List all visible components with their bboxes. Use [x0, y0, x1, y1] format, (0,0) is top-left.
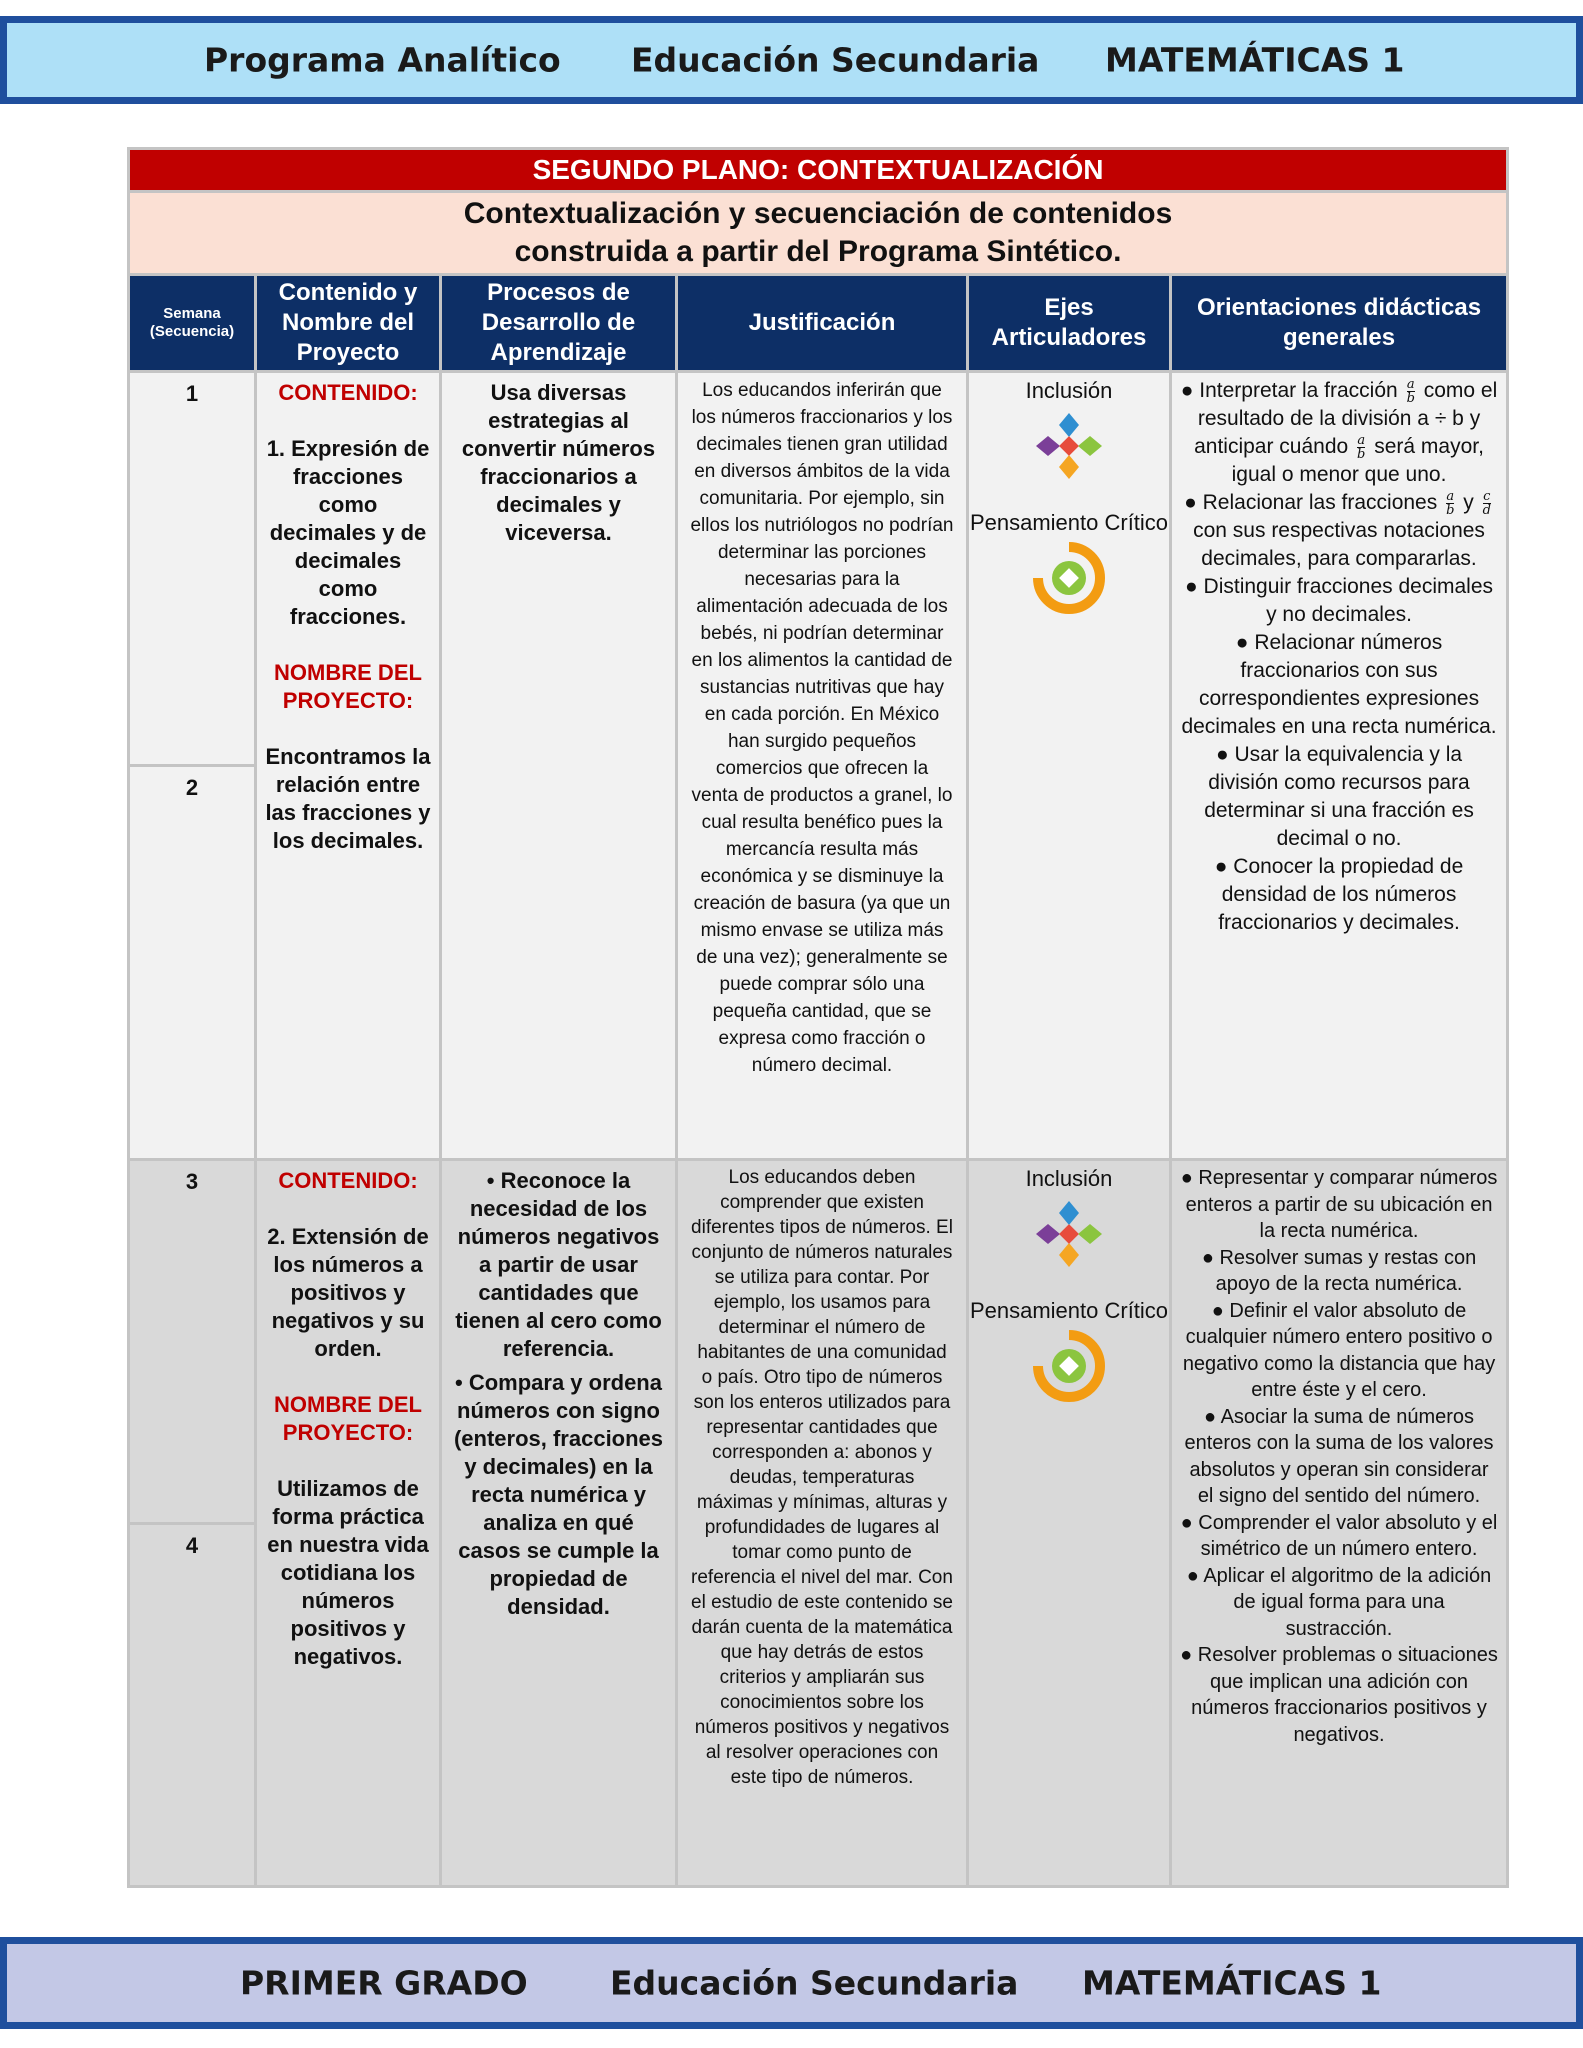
- orientacion-item: ● Representar y comparar números enteros a partir de su ubicación en la recta numérica.: [1180, 1167, 1498, 1242]
- fraction-a-b: $\frac{a}{b}$: [1446, 488, 1455, 518]
- col-header-semana: Semana (Secuencia): [129, 275, 256, 372]
- orientacion-item: con sus respectivas notaciones decimales, para compararlas.: [1193, 519, 1485, 570]
- table-row: [129, 1160, 1508, 1887]
- fraction-c-d: $\frac{c}{d}$: [1482, 488, 1491, 518]
- pensamiento-critico-icon: [1032, 1329, 1106, 1403]
- orientacion-item: ● Conocer la propiedad de densidad de los números fraccionarios y decimales.: [1214, 855, 1464, 934]
- contenido-label: CONTENIDO:: [278, 380, 418, 405]
- contenido-cell: [256, 372, 441, 1160]
- footer-banner: [0, 1937, 1583, 2029]
- header-banner: [0, 16, 1583, 104]
- orientacion-item: será mayor, igual o menor que uno.: [1231, 435, 1484, 486]
- proceso-item: • Reconoce la necesidad de los números negativos a partir de usar cantidades que tienen al cero como referencia.: [455, 1168, 662, 1361]
- ejes-cell: [968, 1160, 1171, 1887]
- justificacion-text: Los educandos deben comprender que existen diferentes tipos de números. El conjunto de números naturales se utiliza para contar. Por ejemplo, los usamos para determinar el número de habitantes de una comunidad o país. Otro tipo de números son los enteros utilizados para representar cantidades que corresponden a: abonos y deudas, temperaturas máximas y mínimas, alturas y profundidades de lugares al tomar como punto de referencia el nivel del mar. Con el estudio de este contenido se darán cuenta de la matemática que hay detrás de estos criterios y ampliarán sus conocimientos sobre los números positivos y negativos al resolver operaciones con este tipo de números.: [691, 1167, 953, 1788]
- table-subtitle: [129, 192, 1508, 275]
- header-level: Educación Secundaria: [631, 40, 1040, 80]
- proyecto-label: NOMBRE DEL PROYECTO:: [274, 660, 422, 713]
- justificacion-cell: [677, 372, 968, 1160]
- col-header-procesos: Procesos de Desarrollo de Aprendizaje: [441, 275, 677, 372]
- week-number: 3: [185, 1169, 199, 1194]
- justificacion-cell: [677, 1160, 968, 1887]
- eje-label: Inclusión: [1025, 1166, 1113, 1191]
- fraction-a-b: $\frac{a}{b}$: [1406, 376, 1415, 406]
- week-number: 2: [130, 764, 254, 1158]
- eje-label: Pensamiento Crítico: [969, 1298, 1169, 1323]
- orientacion-item: y: [1463, 491, 1474, 514]
- procesos-cell: [441, 372, 677, 1160]
- contenido-label: CONTENIDO:: [278, 1168, 418, 1193]
- footer-level: Educación Secundaria: [610, 1963, 1019, 2003]
- orientacion-item: ● Definir el valor absoluto de cualquier número entero positivo o negativo como la distancia que hay entre éste y el cero.: [1182, 1299, 1496, 1401]
- orientacion-item: ● Usar la equivalencia y la división como recursos para determinar si una fracción es decimal o no.: [1204, 743, 1474, 850]
- proceso-item: Usa diversas estrategias al convertir números fraccionarios a decimales y viceversa.: [461, 380, 656, 545]
- header-program: Programa Analítico: [204, 40, 561, 80]
- fraction-a-b: $\frac{a}{b}$: [1357, 432, 1366, 462]
- ejes-cell: [968, 372, 1171, 1160]
- semana-cell: [129, 372, 256, 1160]
- col-header-orientaciones: Orientaciones didácticas generales: [1171, 275, 1508, 372]
- orientacion-item: ● Aplicar el algoritmo de la adición de igual forma para una sustracción.: [1186, 1564, 1492, 1640]
- semana-cell: [129, 1160, 256, 1887]
- footer-subject: MATEMÁTICAS 1: [1082, 1963, 1382, 2003]
- proyecto-text: Encontramos la relación entre las fracciones y los decimales.: [265, 744, 431, 853]
- proyecto-label: NOMBRE DEL PROYECTO:: [274, 1392, 422, 1445]
- inclusion-icon: [1032, 409, 1106, 483]
- proyecto-text: Utilizamos de forma práctica en nuestra vida cotidiana los números positivos y negativos.: [267, 1476, 429, 1669]
- col-header-ejes: Ejes Articuladores: [968, 275, 1171, 372]
- orientacion-item: como el resultado de la división a ÷ b y anticipar cuándo: [1194, 379, 1498, 458]
- orientacion-item: ● Comprender el valor absoluto y el simétrico de un número entero.: [1180, 1511, 1498, 1560]
- orientacion-item: ● Relacionar las fracciones: [1184, 491, 1438, 514]
- contenido-text: 1. Expresión de fracciones como decimales y de decimales como fracciones.: [266, 436, 430, 629]
- orientacion-item: ● Resolver problemas o situaciones que implican una adición con números fraccionarios positivos y negativos.: [1180, 1644, 1498, 1746]
- subtitle-line-2: construida a partir del Programa Sintético.: [514, 235, 1122, 268]
- orientacion-item: ● Asociar la suma de números enteros con la suma de los valores absolutos y operan sin considerar el signo del sentido del número.: [1184, 1405, 1494, 1507]
- contextualization-table: [127, 147, 1509, 1888]
- orientacion-item: ● Interpretar la fracción: [1180, 379, 1398, 402]
- orientacion-item: ● Resolver sumas y restas con apoyo de la recta numérica.: [1201, 1246, 1477, 1295]
- proceso-item: • Compara y ordena números con signo (enteros, fracciones y decimales) en la recta numérica y analiza en qué casos se cumple la propiedad de densidad.: [453, 1370, 664, 1619]
- orientaciones-cell: [1171, 372, 1508, 1160]
- procesos-cell: [441, 1160, 677, 1887]
- footer-grade: PRIMER GRADO: [240, 1963, 528, 2003]
- week-number: 4: [130, 1522, 254, 1886]
- eje-label: Inclusión: [1025, 378, 1113, 403]
- contenido-text: 2. Extensión de los números a positivos y negativos y su orden.: [267, 1224, 429, 1361]
- table-title: SEGUNDO PLANO: CONTEXTUALIZACIÓN: [129, 149, 1508, 192]
- justificacion-text: Los educandos inferirán que los números fraccionarios y los decimales tienen gran utilidad en diversos ámbitos de la vida comunitaria. Por ejemplo, sin ellos los nutriólogos no podrían determinar las porciones necesarias para la alimentación adecuada de los bebés, ni podrían determinar en los alimentos la cantidad de sustancias nutritivas que hay en cada porción. En México han surgido pequeños comercios que ofrecen la venta de productos a granel, lo cual resulta benéfico pues la mercancía resulta más económica y se disminuye la creación de basura (ya que un mismo envase se utiliza más de una vez); generalmente se puede comprar sólo una pequeña cantidad, que se expresa como fracción o número decimal.: [690, 380, 954, 1076]
- col-header-contenido: Contenido y Nombre del Proyecto: [256, 275, 441, 372]
- orientacion-item: ● Relacionar números fraccionarios con sus correspondientes expresiones decimales en una recta numérica.: [1181, 631, 1497, 738]
- orientaciones-cell: [1171, 1160, 1508, 1887]
- table-row: [129, 372, 1508, 1160]
- contenido-cell: [256, 1160, 441, 1887]
- header-subject: MATEMÁTICAS 1: [1105, 40, 1405, 80]
- subtitle-line-1: Contextualización y secuenciación de contenidos: [463, 197, 1173, 230]
- col-header-justificacion: Justificación: [677, 275, 968, 372]
- orientacion-item: ● Distinguir fracciones decimales y no decimales.: [1185, 575, 1493, 626]
- eje-label: Pensamiento Crítico: [969, 510, 1169, 535]
- week-number: 1: [185, 381, 199, 406]
- pensamiento-critico-icon: [1032, 541, 1106, 615]
- inclusion-icon: [1032, 1197, 1106, 1271]
